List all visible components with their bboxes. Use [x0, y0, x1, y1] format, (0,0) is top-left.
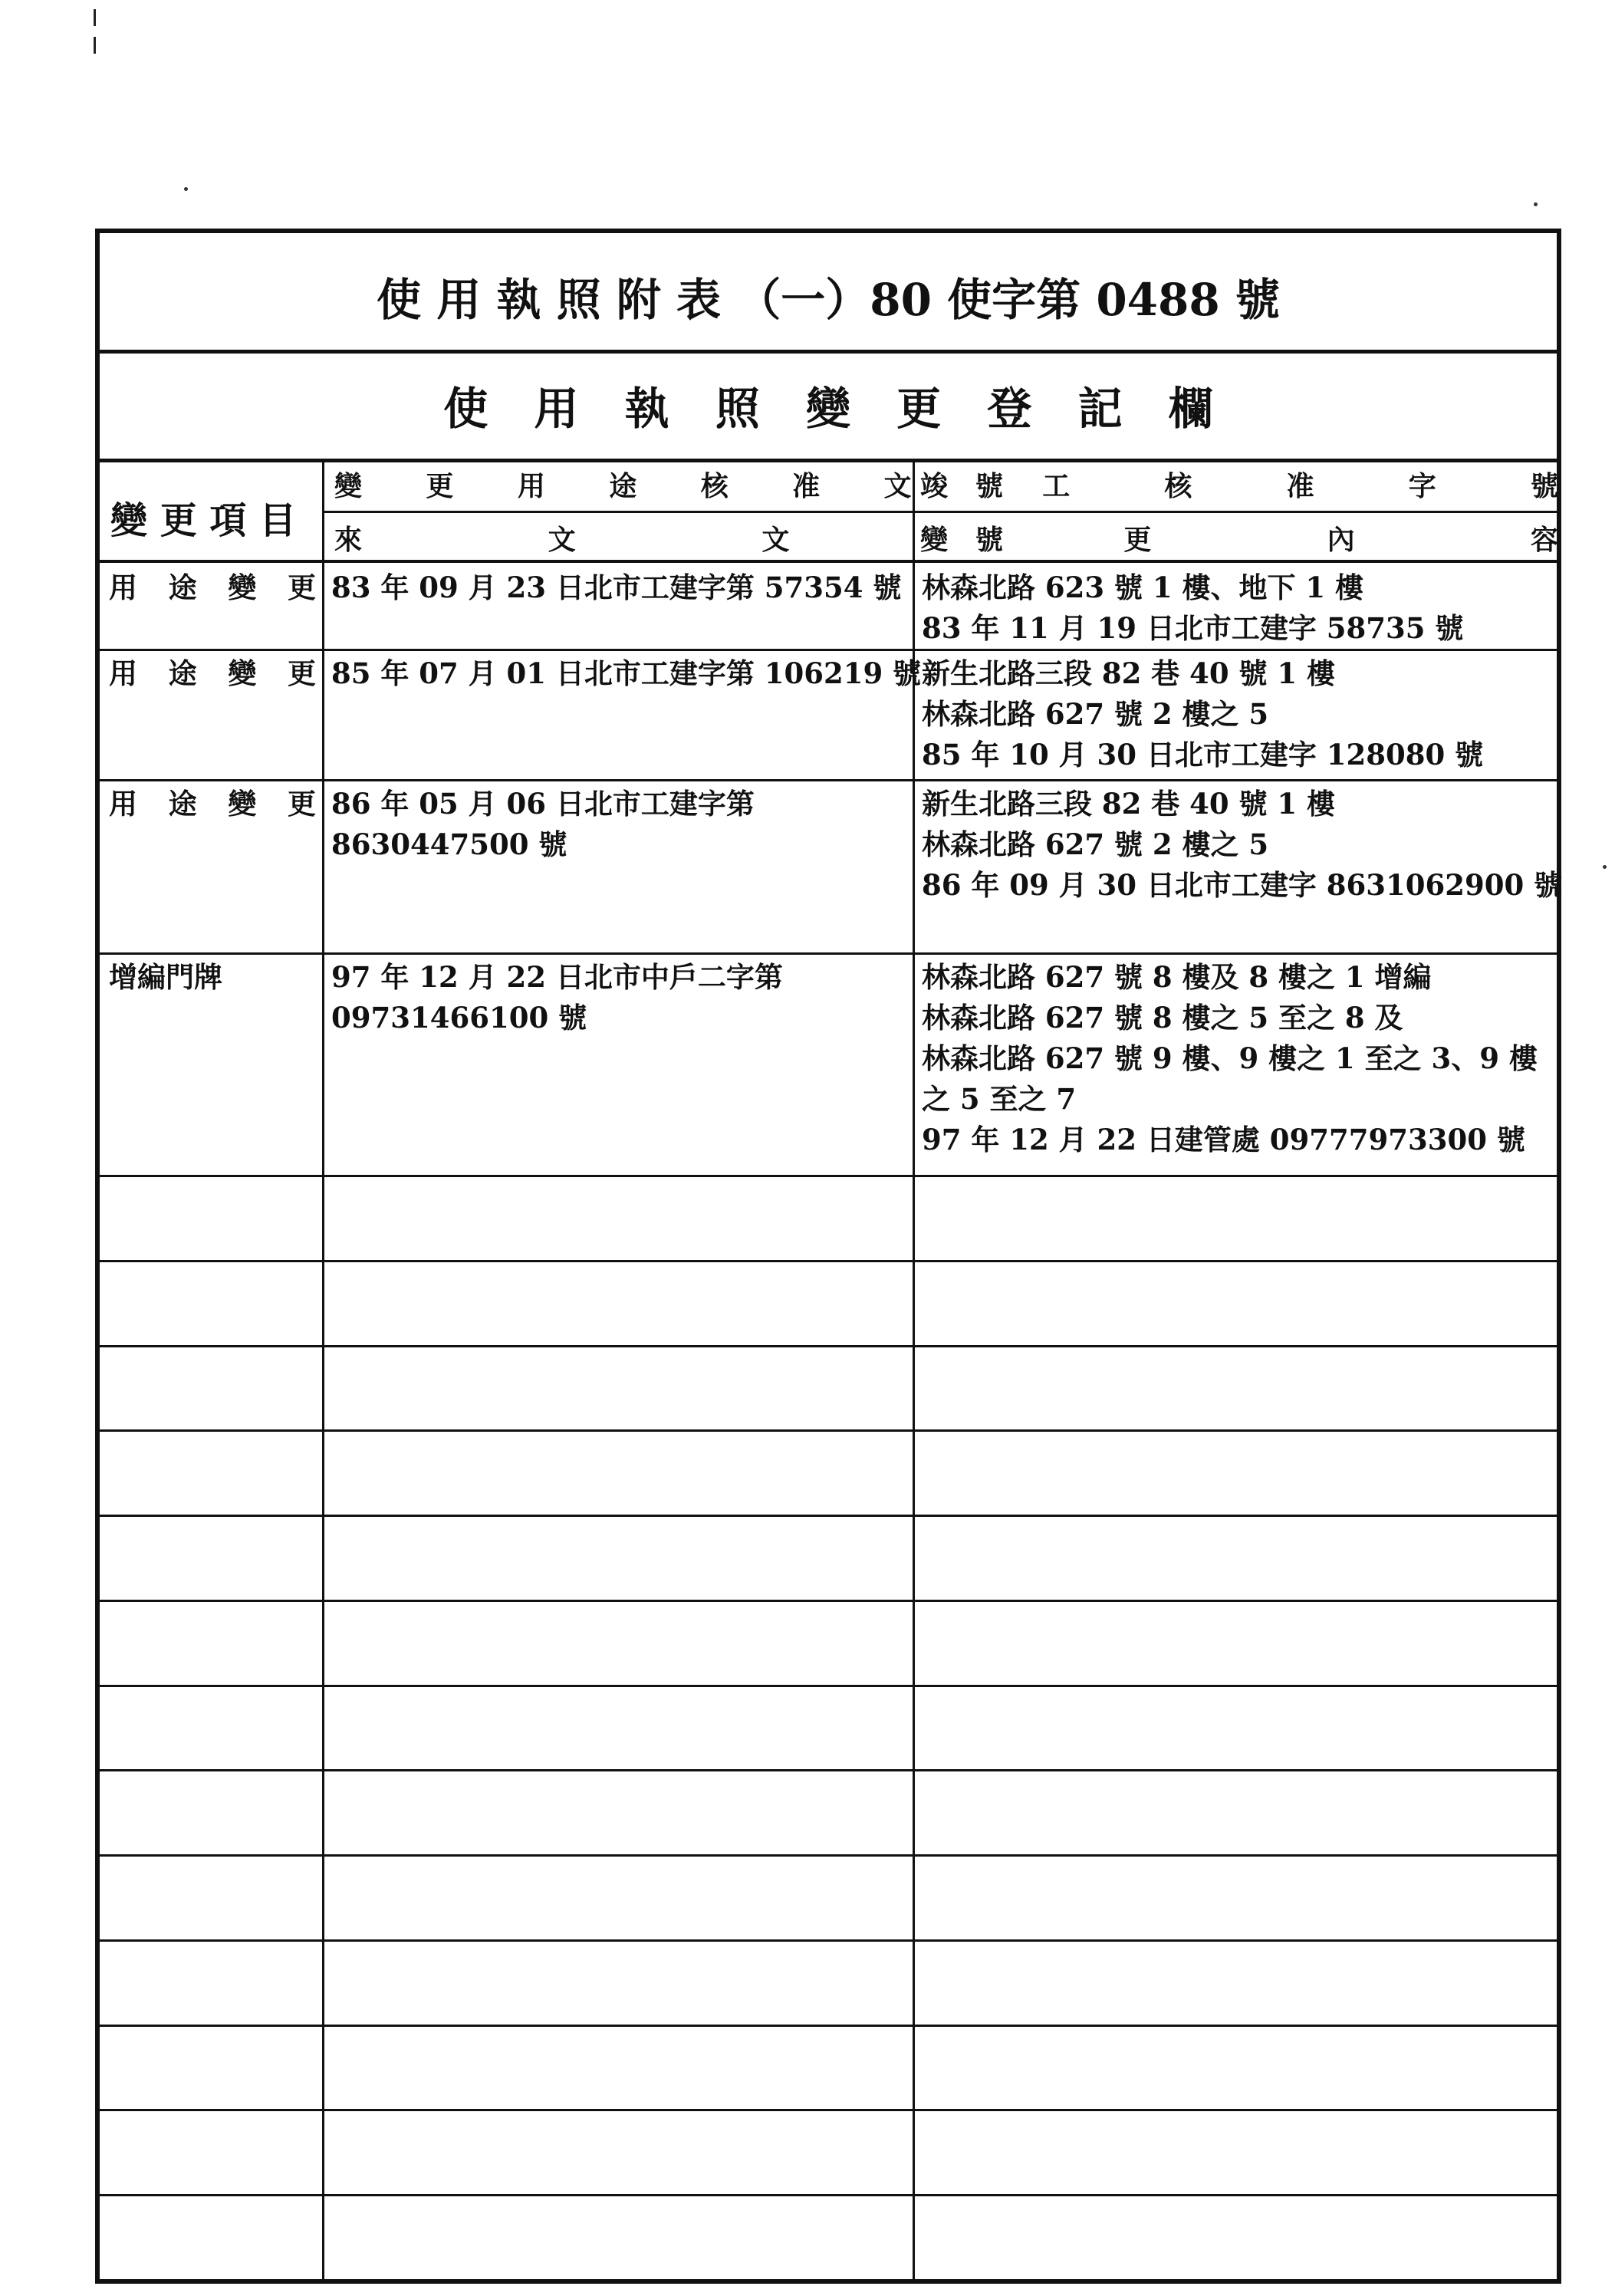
row-item-line: 增編門牌 [109, 960, 222, 994]
header-glyph: 號 [1530, 470, 1558, 502]
row-item [109, 653, 316, 694]
row-doc-line: 86 年 05 月 06 日北市工建字第 [331, 787, 755, 821]
row-content-line: 85 年 10 月 30 日北市工建字 128080 號 [922, 738, 1484, 771]
item-glyph: 變 [228, 571, 257, 604]
row-doc [331, 567, 914, 608]
header-glyph: 文 [548, 524, 576, 556]
header-glyph: 號 [975, 470, 1003, 502]
item-glyph: 變 [228, 656, 257, 690]
row-content-line: 林森北路 627 號 8 樓之 5 至之 8 及 [922, 1001, 1403, 1035]
item-glyph: 更 [287, 656, 316, 690]
item-glyph: 用 [109, 656, 137, 690]
header-item: 變 更 項 目 [110, 499, 297, 542]
item-glyph: 途 [168, 656, 197, 690]
header-change-use-doc [334, 465, 1003, 504]
header-glyph: 更 [1123, 524, 1152, 556]
row-content-line: 新生北路三段 82 巷 40 號 1 樓 [922, 787, 1336, 821]
header-glyph: 用 [517, 470, 545, 502]
row-doc-line: 8630447500 號 [331, 827, 567, 861]
item-glyph: 變 [228, 787, 257, 821]
row-doc-line: 09731466100 號 [331, 1001, 587, 1035]
header-glyph: 更 [426, 470, 454, 502]
row-content-line: 林森北路 627 號 2 樓之 5 [922, 827, 1269, 861]
scan-mark [94, 9, 96, 26]
header-glyph: 准 [792, 470, 821, 502]
row-content [922, 784, 1563, 906]
header-glyph: 核 [1164, 470, 1192, 502]
item-glyph: 更 [287, 787, 316, 821]
row-rule [100, 1260, 1557, 1262]
item-glyph: 用 [109, 571, 137, 604]
rule [100, 459, 1557, 462]
rule [322, 511, 1557, 513]
row-item [109, 957, 316, 998]
header-completion-doc [920, 465, 1558, 504]
row-rule [100, 1854, 1557, 1857]
row-content [922, 567, 1563, 649]
row-rule [100, 1600, 1557, 1602]
row-content-line: 83 年 11 月 19 日北市工建字 58735 號 [922, 611, 1464, 645]
col-divider [913, 459, 915, 2279]
item-glyph: 用 [109, 787, 137, 821]
item-glyph: 途 [168, 787, 197, 821]
header-glyph: 內 [1327, 524, 1355, 556]
row-rule [100, 1429, 1557, 1432]
row-rule [100, 2109, 1557, 2111]
scan-speck [1603, 865, 1607, 869]
row-content [922, 653, 1563, 775]
row-doc [331, 957, 914, 1038]
header-glyph: 字 [1408, 470, 1436, 502]
row-rule [100, 1175, 1557, 1177]
row-item-line [109, 567, 316, 608]
row-doc-line: 85 年 07 月 01 日北市工建字第 106219 號 [331, 656, 922, 690]
row-content-line: 林森北路 627 號 8 樓及 8 樓之 1 增編 [922, 960, 1432, 994]
row-content-line: 之 5 至之 7 [922, 1082, 1077, 1116]
form-title: 使 用 執 照 附 表 （一）80 使字第 0488 號 [377, 274, 1280, 326]
row-content-line: 86 年 09 月 30 日北市工建字 8631062900 號 [922, 868, 1563, 902]
header-glyph: 竣 [920, 470, 949, 502]
form-subtitle: 使 用 執 照 變 更 登 記 欄 [443, 383, 1213, 435]
row-doc-line: 97 年 12 月 22 日北市中戶二字第 [331, 960, 783, 994]
item-glyph: 更 [287, 571, 316, 604]
row-item-line [109, 653, 316, 694]
header-glyph: 容 [1530, 524, 1558, 556]
header-glyph: 途 [609, 470, 637, 502]
row-rule [100, 1515, 1557, 1517]
row-doc-line: 83 年 09 月 23 日北市工建字第 57354 號 [331, 571, 902, 604]
row-doc [331, 784, 914, 865]
row-rule [100, 779, 1557, 781]
rule [100, 350, 1557, 354]
row-content-line: 林森北路 627 號 2 樓之 5 [922, 697, 1269, 731]
row-content [922, 957, 1563, 1160]
row-doc [331, 653, 922, 694]
scan-speck [184, 187, 188, 191]
row-rule [100, 649, 1557, 651]
row-rule [100, 1685, 1557, 1687]
row-rule [100, 2025, 1557, 2027]
row-content-line: 97 年 12 月 22 日建管處 09777973300 號 [922, 1123, 1525, 1156]
row-item-line [109, 784, 316, 824]
header-glyph: 文 [761, 524, 790, 556]
header-glyph: 工 [1042, 470, 1071, 502]
row-content-line: 新生北路三段 82 巷 40 號 1 樓 [922, 656, 1336, 690]
item-glyph: 途 [168, 571, 197, 604]
header-glyph: 來 [334, 524, 363, 556]
row-rule [100, 2194, 1557, 2196]
row-rule [100, 1939, 1557, 1942]
header-glyph: 變 [920, 524, 949, 556]
scan-mark [94, 37, 96, 54]
row-rule [100, 1345, 1557, 1347]
header-glyph: 准 [1286, 470, 1314, 502]
row-content-line: 林森北路 627 號 9 樓、9 樓之 1 至之 3、9 樓 [922, 1041, 1538, 1075]
rule [100, 560, 1557, 563]
license-form [95, 229, 1561, 2284]
row-item [109, 567, 316, 608]
row-item [109, 784, 316, 824]
scan-speck [1534, 202, 1538, 206]
header-glyph: 文 [883, 470, 912, 502]
header-glyph: 核 [700, 470, 729, 502]
col-divider [322, 459, 324, 2279]
header-change-content [920, 518, 1558, 558]
header-glyph: 變 [334, 470, 363, 502]
header-glyph: 號 [975, 524, 1003, 556]
row-content-line: 林森北路 623 號 1 樓、地下 1 樓 [922, 571, 1364, 604]
row-rule [100, 952, 1557, 955]
header-incoming-doc [334, 518, 1003, 558]
row-rule [100, 1769, 1557, 1771]
